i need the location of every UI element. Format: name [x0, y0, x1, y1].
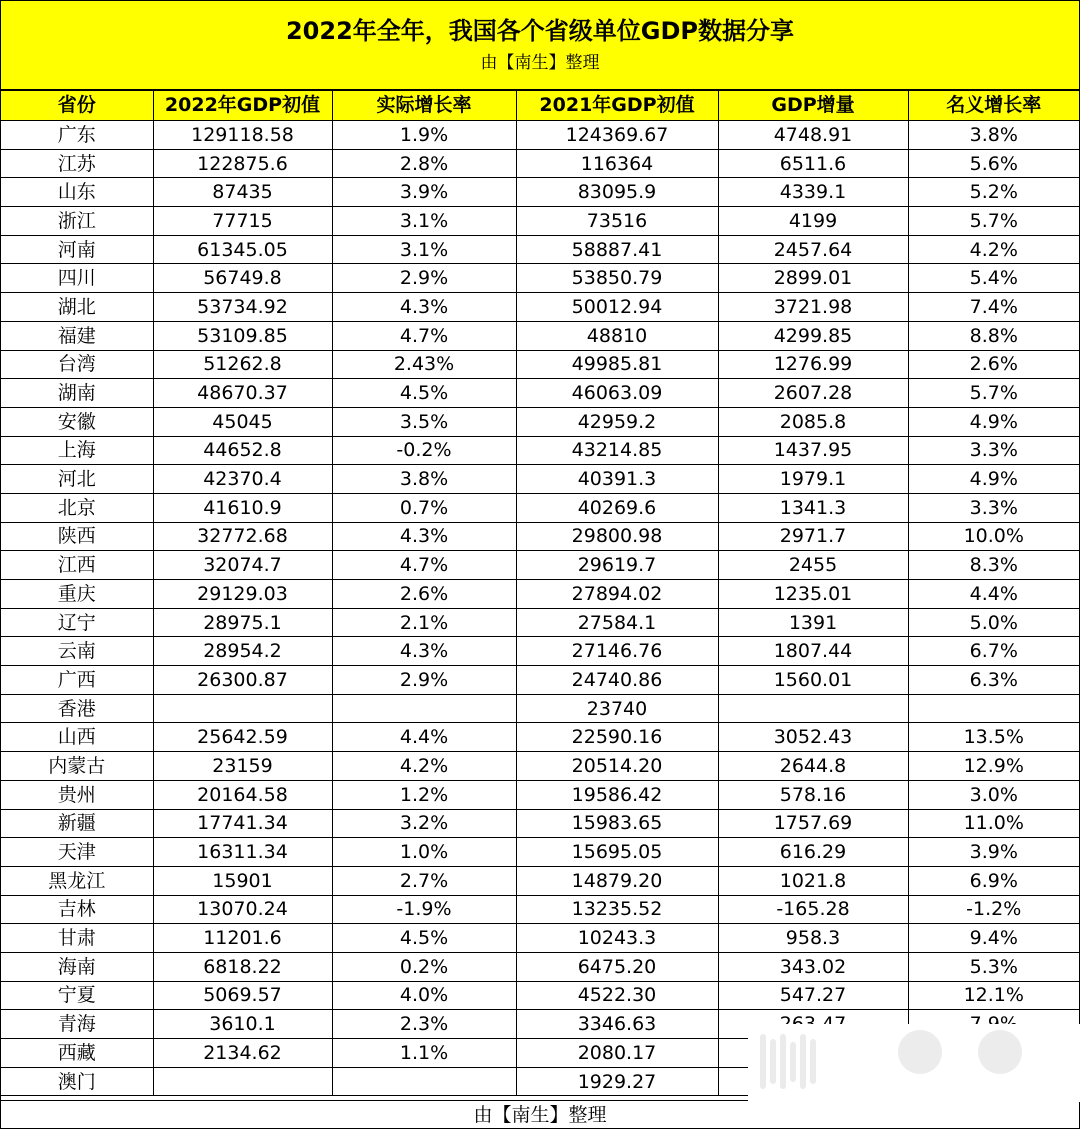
- value-cell: 1560.01: [718, 666, 908, 695]
- value-cell: 48810: [516, 321, 718, 350]
- value-cell: 48670.37: [153, 379, 332, 408]
- value-cell: 4.3%: [332, 293, 516, 322]
- table-row: [1, 264, 1079, 293]
- province-cell: 浙江: [1, 207, 153, 236]
- table-row: [1, 522, 1079, 551]
- value-cell: 3.2%: [332, 809, 516, 838]
- value-cell: 44652.8: [153, 436, 332, 465]
- value-cell: 2080.17: [516, 1039, 718, 1068]
- province-cell: 内蒙古: [1, 752, 153, 781]
- value-cell: 616.29: [718, 838, 908, 867]
- table-row: [1, 350, 1079, 379]
- page-subtitle: 由【南生】整理: [480, 53, 600, 73]
- value-cell: 22590.16: [516, 723, 718, 752]
- value-cell: 27584.1: [516, 608, 718, 637]
- value-cell: [153, 694, 332, 723]
- province-cell: 吉林: [1, 895, 153, 924]
- value-cell: 19586.42: [516, 780, 718, 809]
- province-cell: 陕西: [1, 522, 153, 551]
- column-header: 名义增长率: [908, 91, 1079, 121]
- value-cell: 27894.02: [516, 580, 718, 609]
- value-cell: 25642.59: [153, 723, 332, 752]
- province-cell: 台湾: [1, 350, 153, 379]
- province-cell: 天津: [1, 838, 153, 867]
- value-cell: 2.43%: [332, 350, 516, 379]
- value-cell: 61345.05: [153, 235, 332, 264]
- value-cell: 3.3%: [908, 493, 1079, 522]
- value-cell: 42370.4: [153, 465, 332, 494]
- table-row: [1, 752, 1079, 781]
- value-cell: 343.02: [718, 952, 908, 981]
- province-cell: 海南: [1, 952, 153, 981]
- table-row: [1, 551, 1079, 580]
- value-cell: 6511.6: [718, 149, 908, 178]
- value-cell: 4.5%: [332, 924, 516, 953]
- value-cell: 51262.8: [153, 350, 332, 379]
- value-cell: 43214.85: [516, 436, 718, 465]
- table-row: [1, 465, 1079, 494]
- column-header: 2022年GDP初值: [153, 91, 332, 121]
- value-cell: 2644.8: [718, 752, 908, 781]
- province-cell: 河北: [1, 465, 153, 494]
- province-cell: 上海: [1, 436, 153, 465]
- value-cell: 4.3%: [332, 637, 516, 666]
- table-row: [1, 809, 1079, 838]
- value-cell: 32772.68: [153, 522, 332, 551]
- watermark-circle-icon: [898, 1030, 942, 1074]
- value-cell: 1757.69: [718, 809, 908, 838]
- table-row: [1, 321, 1079, 350]
- value-cell: 73516: [516, 207, 718, 236]
- value-cell: 29619.7: [516, 551, 718, 580]
- province-cell: 重庆: [1, 580, 153, 609]
- value-cell: 15695.05: [516, 838, 718, 867]
- value-cell: 3052.43: [718, 723, 908, 752]
- value-cell: 6.9%: [908, 866, 1079, 895]
- value-cell: 53109.85: [153, 321, 332, 350]
- value-cell: 8.8%: [908, 321, 1079, 350]
- value-cell: 14879.20: [516, 866, 718, 895]
- value-cell: 3.9%: [908, 838, 1079, 867]
- value-cell: 2455: [718, 551, 908, 580]
- table-row: [1, 838, 1079, 867]
- province-cell: 福建: [1, 321, 153, 350]
- value-cell: 1929.27: [516, 1067, 718, 1096]
- value-cell: 9.4%: [908, 924, 1079, 953]
- value-cell: 1437.95: [718, 436, 908, 465]
- province-cell: 湖北: [1, 293, 153, 322]
- column-header: 2021年GDP初值: [516, 91, 718, 121]
- value-cell: 6.7%: [908, 637, 1079, 666]
- table-row: [1, 981, 1079, 1010]
- province-cell: 新疆: [1, 809, 153, 838]
- value-cell: [908, 694, 1079, 723]
- province-cell: 云南: [1, 637, 153, 666]
- value-cell: 32074.7: [153, 551, 332, 580]
- value-cell: 4522.30: [516, 981, 718, 1010]
- table-row: [1, 493, 1079, 522]
- value-cell: 2.9%: [332, 264, 516, 293]
- province-cell: 香港: [1, 694, 153, 723]
- value-cell: 1.9%: [332, 121, 516, 150]
- value-cell: 4.5%: [332, 379, 516, 408]
- value-cell: 2.6%: [908, 350, 1079, 379]
- value-cell: 5.2%: [908, 178, 1079, 207]
- value-cell: 27146.76: [516, 637, 718, 666]
- value-cell: 1391: [718, 608, 908, 637]
- value-cell: 3610.1: [153, 1010, 332, 1039]
- table-header-row: [1, 91, 1079, 121]
- value-cell: 11.0%: [908, 809, 1079, 838]
- value-cell: 40391.3: [516, 465, 718, 494]
- value-cell: 13235.52: [516, 895, 718, 924]
- value-cell: 4.9%: [908, 407, 1079, 436]
- page-title: 2022年全年，我国各个省级单位GDP数据分享: [285, 17, 794, 45]
- value-cell: 15901: [153, 866, 332, 895]
- table-row: [1, 780, 1079, 809]
- province-cell: 辽宁: [1, 608, 153, 637]
- province-cell: 河南: [1, 235, 153, 264]
- table-row: [1, 866, 1079, 895]
- province-cell: 江西: [1, 551, 153, 580]
- value-cell: 28975.1: [153, 608, 332, 637]
- value-cell: 40269.6: [516, 493, 718, 522]
- table-row: [1, 608, 1079, 637]
- value-cell: 2607.28: [718, 379, 908, 408]
- table-row: [1, 694, 1079, 723]
- value-cell: 4.3%: [332, 522, 516, 551]
- value-cell: 16311.34: [153, 838, 332, 867]
- value-cell: 578.16: [718, 780, 908, 809]
- value-cell: 2457.64: [718, 235, 908, 264]
- value-cell: 29129.03: [153, 580, 332, 609]
- column-header: GDP增量: [718, 91, 908, 121]
- table-row: [1, 666, 1079, 695]
- value-cell: 5.4%: [908, 264, 1079, 293]
- value-cell: 50012.94: [516, 293, 718, 322]
- value-cell: 6475.20: [516, 952, 718, 981]
- value-cell: 3.8%: [332, 465, 516, 494]
- value-cell: [332, 1067, 516, 1096]
- column-header: 省份: [1, 91, 153, 121]
- province-cell: 山西: [1, 723, 153, 752]
- value-cell: 6818.22: [153, 952, 332, 981]
- province-cell: 江苏: [1, 149, 153, 178]
- value-cell: 4199: [718, 207, 908, 236]
- value-cell: 2.7%: [332, 866, 516, 895]
- table-row: [1, 952, 1079, 981]
- value-cell: 2899.01: [718, 264, 908, 293]
- value-cell: 2.6%: [332, 580, 516, 609]
- value-cell: 3.8%: [908, 121, 1079, 150]
- value-cell: [332, 694, 516, 723]
- table-row: [1, 379, 1079, 408]
- province-cell: 宁夏: [1, 981, 153, 1010]
- value-cell: 11201.6: [153, 924, 332, 953]
- value-cell: [153, 1067, 332, 1096]
- value-cell: 23159: [153, 752, 332, 781]
- value-cell: 4339.1: [718, 178, 908, 207]
- value-cell: 3.3%: [908, 436, 1079, 465]
- value-cell: 28954.2: [153, 637, 332, 666]
- value-cell: 1.0%: [332, 838, 516, 867]
- value-cell: -0.2%: [332, 436, 516, 465]
- province-cell: 澳门: [1, 1067, 153, 1096]
- table-row: [1, 178, 1079, 207]
- value-cell: 2.9%: [332, 666, 516, 695]
- value-cell: 10.0%: [908, 522, 1079, 551]
- value-cell: 17741.34: [153, 809, 332, 838]
- value-cell: 3.5%: [332, 407, 516, 436]
- province-cell: 北京: [1, 493, 153, 522]
- value-cell: 26300.87: [153, 666, 332, 695]
- value-cell: 3.1%: [332, 235, 516, 264]
- value-cell: 3721.98: [718, 293, 908, 322]
- value-cell: 12.1%: [908, 981, 1079, 1010]
- table-row: [1, 207, 1079, 236]
- value-cell: 13070.24: [153, 895, 332, 924]
- value-cell: 1.1%: [332, 1039, 516, 1068]
- value-cell: 83095.9: [516, 178, 718, 207]
- table-row: [1, 580, 1079, 609]
- province-cell: 山东: [1, 178, 153, 207]
- title-banner: [1, 1, 1079, 90]
- value-cell: 24740.86: [516, 666, 718, 695]
- table-row: [1, 407, 1079, 436]
- value-cell: 53734.92: [153, 293, 332, 322]
- value-cell: 20164.58: [153, 780, 332, 809]
- province-cell: 西藏: [1, 1039, 153, 1068]
- value-cell: 1341.3: [718, 493, 908, 522]
- value-cell: 129118.58: [153, 121, 332, 150]
- table-row: [1, 436, 1079, 465]
- value-cell: 4.9%: [908, 465, 1079, 494]
- value-cell: 15983.65: [516, 809, 718, 838]
- value-cell: 1.2%: [332, 780, 516, 809]
- value-cell: 2.8%: [332, 149, 516, 178]
- province-cell: 甘肃: [1, 924, 153, 953]
- value-cell: 8.3%: [908, 551, 1079, 580]
- province-cell: 广东: [1, 121, 153, 150]
- value-cell: 6.3%: [908, 666, 1079, 695]
- province-cell: 贵州: [1, 780, 153, 809]
- value-cell: 4.4%: [332, 723, 516, 752]
- value-cell: 12.9%: [908, 752, 1079, 781]
- province-cell: 青海: [1, 1010, 153, 1039]
- value-cell: 5.0%: [908, 608, 1079, 637]
- value-cell: 2134.62: [153, 1039, 332, 1068]
- value-cell: 58887.41: [516, 235, 718, 264]
- table-row: [1, 293, 1079, 322]
- footer-credit: 由【南生】整理: [1, 1100, 1079, 1128]
- value-cell: -1.2%: [908, 895, 1079, 924]
- value-cell: 116364: [516, 149, 718, 178]
- value-cell: 53850.79: [516, 264, 718, 293]
- value-cell: 29800.98: [516, 522, 718, 551]
- value-cell: 1807.44: [718, 637, 908, 666]
- value-cell: 3.0%: [908, 780, 1079, 809]
- table-row: [1, 924, 1079, 953]
- value-cell: 7.4%: [908, 293, 1079, 322]
- value-cell: 4.2%: [332, 752, 516, 781]
- value-cell: 45045: [153, 407, 332, 436]
- value-cell: 5069.57: [153, 981, 332, 1010]
- value-cell: 13.5%: [908, 723, 1079, 752]
- watermark-overlay: [748, 1024, 1080, 1102]
- value-cell: 87435: [153, 178, 332, 207]
- value-cell: [718, 694, 908, 723]
- value-cell: 122875.6: [153, 149, 332, 178]
- province-cell: 黑龙江: [1, 866, 153, 895]
- column-header: 实际增长率: [332, 91, 516, 121]
- value-cell: 3.9%: [332, 178, 516, 207]
- value-cell: 4.4%: [908, 580, 1079, 609]
- table-body: [1, 121, 1079, 1096]
- value-cell: 4299.85: [718, 321, 908, 350]
- value-cell: 4.7%: [332, 321, 516, 350]
- value-cell: 2971.7: [718, 522, 908, 551]
- value-cell: 547.27: [718, 981, 908, 1010]
- value-cell: 1979.1: [718, 465, 908, 494]
- value-cell: -165.28: [718, 895, 908, 924]
- value-cell: 124369.67: [516, 121, 718, 150]
- value-cell: 4748.91: [718, 121, 908, 150]
- table-row: [1, 121, 1079, 150]
- value-cell: 56749.8: [153, 264, 332, 293]
- value-cell: 0.2%: [332, 952, 516, 981]
- value-cell: 49985.81: [516, 350, 718, 379]
- value-cell: 3346.63: [516, 1010, 718, 1039]
- watermark-circle-icon: [978, 1030, 1022, 1074]
- value-cell: 1021.8: [718, 866, 908, 895]
- value-cell: 46063.09: [516, 379, 718, 408]
- value-cell: 0.7%: [332, 493, 516, 522]
- province-cell: 广西: [1, 666, 153, 695]
- table-row: [1, 637, 1079, 666]
- value-cell: 10243.3: [516, 924, 718, 953]
- value-cell: 1235.01: [718, 580, 908, 609]
- value-cell: 5.6%: [908, 149, 1079, 178]
- province-cell: 安徽: [1, 407, 153, 436]
- value-cell: 2085.8: [718, 407, 908, 436]
- province-cell: 湖南: [1, 379, 153, 408]
- watermark-logo-icon: [760, 1034, 870, 1089]
- value-cell: 5.7%: [908, 207, 1079, 236]
- value-cell: 5.7%: [908, 379, 1079, 408]
- value-cell: 1276.99: [718, 350, 908, 379]
- value-cell: 4.2%: [908, 235, 1079, 264]
- value-cell: 958.3: [718, 924, 908, 953]
- table-row: [1, 895, 1079, 924]
- value-cell: 42959.2: [516, 407, 718, 436]
- value-cell: 4.7%: [332, 551, 516, 580]
- table-row: [1, 235, 1079, 264]
- value-cell: 41610.9: [153, 493, 332, 522]
- value-cell: 5.3%: [908, 952, 1079, 981]
- table-row: [1, 149, 1079, 178]
- value-cell: 20514.20: [516, 752, 718, 781]
- value-cell: 2.1%: [332, 608, 516, 637]
- value-cell: 3.1%: [332, 207, 516, 236]
- value-cell: 4.0%: [332, 981, 516, 1010]
- value-cell: -1.9%: [332, 895, 516, 924]
- gdp-table: [1, 90, 1079, 1096]
- value-cell: 2.3%: [332, 1010, 516, 1039]
- value-cell: 23740: [516, 694, 718, 723]
- value-cell: 77715: [153, 207, 332, 236]
- table-row: [1, 723, 1079, 752]
- province-cell: 四川: [1, 264, 153, 293]
